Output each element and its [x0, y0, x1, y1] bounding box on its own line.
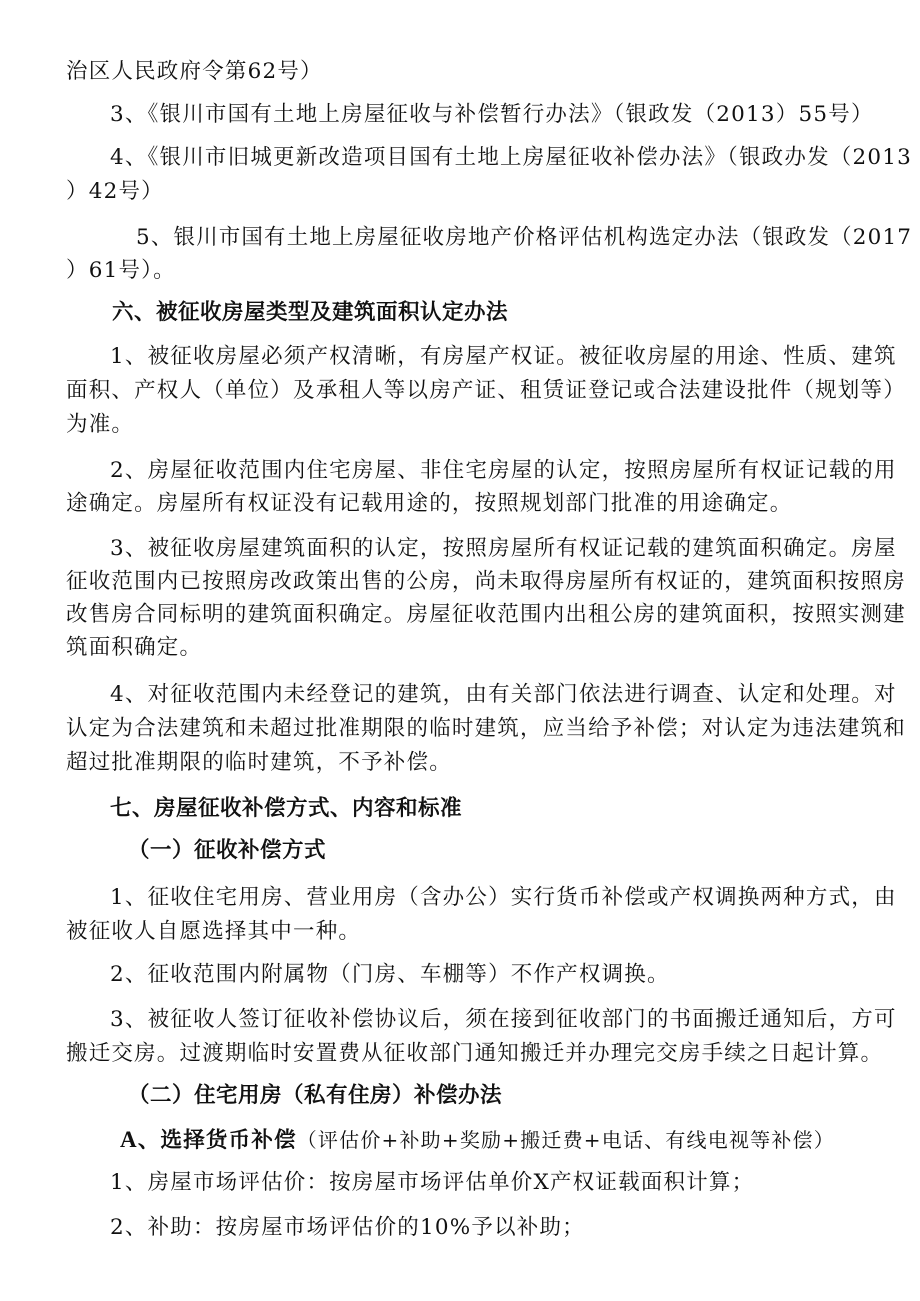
- text-line: 途确定。房屋所有权证没有记载用途的，按照规划部门批准的用途确定。: [66, 491, 793, 516]
- text-line: 3、《银川市国有土地上房屋征收与补偿暂行办法》（银政发（2013）55号）: [110, 102, 874, 127]
- text-line: 3、被征收房屋建筑面积的认定，按照房屋所有权证记载的建筑面积确定。房屋: [110, 536, 897, 561]
- text-line: 2、征收范围内附属物（门房、车棚等）不作产权调换。: [110, 962, 670, 987]
- text-line: 4、对征收范围内未经登记的建筑，由有关部门依法进行调查、认定和处理。对: [110, 682, 897, 707]
- section-heading: 六、被征收房屋类型及建筑面积认定办法: [112, 300, 509, 325]
- text-line: 面积、产权人（单位）及承租人等以房产证、租赁证登记或合法建设批件（规划等）: [66, 378, 906, 403]
- text-line: ）42号）: [66, 179, 164, 204]
- text-line: 3、被征收人签订征收补偿协议后，须在接到征收部门的书面搬迁通知后，方可: [110, 1007, 897, 1032]
- text-line: 2、补助：按房屋市场评估价的10%予以补助；: [110, 1215, 585, 1240]
- option-a-label: A: [120, 1127, 138, 1152]
- text-line: 1、房屋市场评估价：按房屋市场评估单价X产权证载面积计算；: [110, 1170, 755, 1195]
- text-line: 被征收人自愿选择其中一种。: [66, 919, 362, 944]
- section-heading: 七、房屋征收补偿方式、内容和标准: [110, 796, 463, 821]
- text-line: 认定为合法建筑和未超过批准期限的临时建筑，应当给予补偿；对认定为违法建筑和: [66, 716, 906, 741]
- text-line: 1、征收住宅用房、营业用房（含办公）实行货币补偿或产权调换两种方式，由: [110, 885, 897, 910]
- subsection-heading: （二）住宅用房（私有住房）补偿办法: [128, 1083, 503, 1108]
- text-line: ）61号）。: [66, 258, 176, 283]
- text-line: 搬迁交房。过渡期临时安置费从征收部门通知搬迁并办理完交房手续之日起计算。: [66, 1041, 884, 1066]
- text-line: 为准。: [66, 412, 135, 437]
- text-line: 超过批准期限的临时建筑，不予补偿。: [66, 750, 452, 775]
- text-line: 治区人民政府令第62号）: [66, 59, 323, 84]
- option-a-line: [120, 1125, 835, 1156]
- text-line: 1、被征收房屋必须产权清晰，有房屋产权证。被征收房屋的用途、性质、建筑: [110, 344, 897, 369]
- text-line: 改售房合同标明的建筑面积确定。房屋征收范围内出租公房的建筑面积，按照实测建: [66, 602, 906, 627]
- text-line: 2、房屋征收范围内住宅房屋、非住宅房屋的认定，按照房屋所有权证记载的用: [110, 458, 897, 483]
- option-a-formula: （评估价+补助+奖励+搬迁费+电话、有线电视等补偿）: [296, 1128, 835, 1152]
- text-line: 筑面积确定。: [66, 635, 203, 660]
- text-line: 5、银川市国有土地上房屋征收房地产价格评估机构选定办法（银政发（2017: [136, 225, 913, 250]
- option-a-heading: 、选择货币补偿: [137, 1128, 297, 1153]
- subsection-heading: （一）征收补偿方式: [128, 838, 327, 863]
- text-line: 4、《银川市旧城更新改造项目国有土地上房屋征收补偿办法》（银政办发（2013: [110, 145, 912, 170]
- text-line: 征收范围内已按照房改政策出售的公房，尚未取得房屋所有权证的，建筑面积按照房: [66, 569, 906, 594]
